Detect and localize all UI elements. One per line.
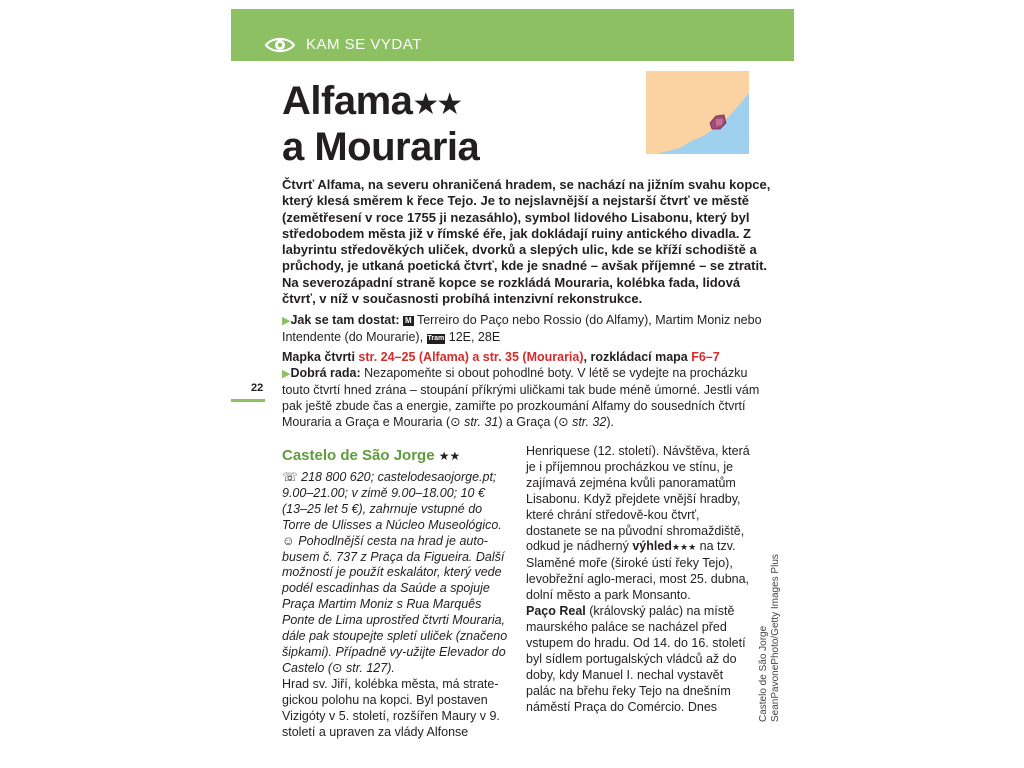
palace-label: Paço Real bbox=[526, 604, 586, 619]
map-fold-ref: F6–7 bbox=[691, 350, 720, 364]
arrow-icon: ▶ bbox=[282, 315, 291, 327]
castle-contact bbox=[282, 470, 512, 677]
tip-text-2: ) a Graça ( bbox=[498, 415, 559, 429]
map-reference bbox=[282, 349, 772, 365]
map-fold-label: , rozkládací mapa bbox=[583, 350, 692, 364]
castle-heading-text: Castelo de São Jorge bbox=[282, 447, 435, 464]
district-locator-map bbox=[646, 71, 749, 154]
metro-icon: M bbox=[405, 316, 412, 325]
see-icon: ⊙ bbox=[332, 660, 346, 675]
castle-heading bbox=[282, 446, 512, 466]
tip-face-icon: ☺ bbox=[282, 533, 295, 548]
castle-column-2 bbox=[526, 444, 754, 715]
col2-text-2: na tzv. Slaměné moře (široké ústí řeky Tejo), levobřežní aglo-meraci, most 25. dubna, dolní město a park Monsanto. bbox=[526, 539, 750, 603]
page-title bbox=[282, 80, 479, 168]
tip-label: Dobrá rada: bbox=[290, 366, 361, 380]
title-line-2: a Mouraria bbox=[282, 125, 480, 169]
tip-text-3: ). bbox=[606, 415, 614, 429]
col2-text-1: Henriquese (12. století). Návštěva, která je i příjemnou procházkou ve stínu, je zajímavá zejména kvůli panoramatům Lisabonu. Když přejdete vnější hradby, které chrání středově-kou čtvrť, dostanete se na původní shromaždiště, odkud je nádherný bbox=[526, 444, 750, 554]
see-icon: ⊙ bbox=[450, 415, 465, 429]
tip-text-1: Nezapomeňte si obout pohodlné boty. V létě se vydejte na procházku touto čtvrtí hned zrána – stoupání příkrými uličkami tak bude méně úmorné. Jestli vám pak ještě zbude čas a energie, zamiřte po prozkoumání Alfamy do sousedních čtvrtí Mouraria a Graça e Mouraria ( bbox=[282, 366, 760, 429]
getting-there bbox=[282, 312, 772, 345]
view-stars: ★★★ bbox=[671, 542, 697, 553]
map-pages: str. 24–25 (Alfama) a str. 35 (Mouraria) bbox=[358, 350, 584, 364]
page-number: 22 bbox=[251, 382, 264, 394]
arrow-icon: ▶ bbox=[282, 368, 291, 380]
getting-tram: 12E, 28E bbox=[445, 330, 501, 344]
credit-caption: Castelo de São Jorge bbox=[758, 625, 769, 722]
tip bbox=[282, 365, 772, 430]
title-line-1: Alfama bbox=[282, 79, 413, 123]
map-label: Mapka čtvrti bbox=[282, 350, 359, 364]
title-stars: ★★ bbox=[412, 88, 461, 121]
castle-contact-2: Pohodlnější cesta na hrad je auto-busem č. 737 z Praça da Figueira. Další možností je použít eskalátor, který vede podél escadinhas da Saúde a spojuje Praça Martim Moniz s Rua Marquês Ponte de Lima uprostřed čtvrti Mouraria, dále pak stoupejte spletí uliček (značeno šipkami). Případně vy-užijte Elevador do Castelo ( bbox=[282, 533, 508, 675]
phone-icon: ☏ bbox=[282, 470, 298, 484]
getting-metro: Terreiro do Paço nebo Rossio (do Alfamy), Martim Moniz nebo Intendente (do Mourarie), bbox=[282, 313, 762, 344]
section-banner bbox=[231, 9, 794, 61]
castle-contact-1: 218 800 620; castelodesaojorge.pt; 9.00–21.00; v zimě 9.00–18.00; 10 € (13–25 let 5 €), zahrnuje vstupné do Torre de Ulisses a Núcleo Museológico. bbox=[282, 470, 502, 532]
see-icon: ⊙ bbox=[558, 415, 573, 429]
tip-ref-2: str. 32 bbox=[572, 415, 607, 429]
eye-icon bbox=[265, 36, 295, 54]
photo-credit bbox=[758, 554, 782, 722]
castle-contact-3: ). bbox=[387, 660, 395, 675]
castle-stars: ★★ bbox=[438, 449, 461, 463]
intro-paragraph: Čtvrť Alfama, na severu ohraničená hradem, se nachází na jižním svahu kopce, který klesá směrem k řece Tejo. Je to nejslavnější a nejstarší čtvrť ve městě (zemětřesení v roce 1755 ji nezasáhlo), symbol lidového Lisabonu, který byl středobodem města již v římské éře, jak dokládají ruiny antického divadla. Z labyrintu středověkých uliček, dvorků a slepých ulic, kde se kříží schodiště a průchody, je utkaná poetická čtvrť, kde je snadné – avšak příjemné – se ztratit. Na severozápadní straně kopce se rozkládá Mouraria, kolébka fada, lidová čtvrť, v níž v současnosti probíhá intenzivní rekonstrukce. bbox=[282, 177, 771, 307]
credit-source: SeanPavonePhoto/Getty Images Plus bbox=[770, 554, 781, 722]
castle-body: Hrad sv. Jiří, kolébka města, má strate-gickou polohu na kopci. Byl postaven Vizigóty v 5. století, rozšířen Maury v 9. století a upraven za vlády Alfonse bbox=[282, 676, 500, 739]
castle-column bbox=[282, 446, 512, 740]
page-number-bar bbox=[231, 399, 265, 402]
col2-text-3: (královský palác) na místě maurského paláce se nacházel před vstupem do hradu. Od 14. do 16. století byl sídlem portugalských vládců až do doby, kdy Manuel I. nechal vystavět palác na břehu řeky Tejo na dnešním náměstí Praça do Comércio. Dnes bbox=[526, 604, 746, 714]
tram-icon: Tram bbox=[427, 335, 445, 342]
getting-label: Jak se tam dostat: bbox=[290, 313, 400, 327]
section-label: KAM SE VYDAT bbox=[306, 36, 422, 53]
view-label: výhled bbox=[632, 539, 672, 554]
practical-info bbox=[282, 312, 772, 430]
tip-ref-1: str. 31 bbox=[464, 415, 499, 429]
castle-contact-ref: str. 127 bbox=[345, 660, 388, 675]
